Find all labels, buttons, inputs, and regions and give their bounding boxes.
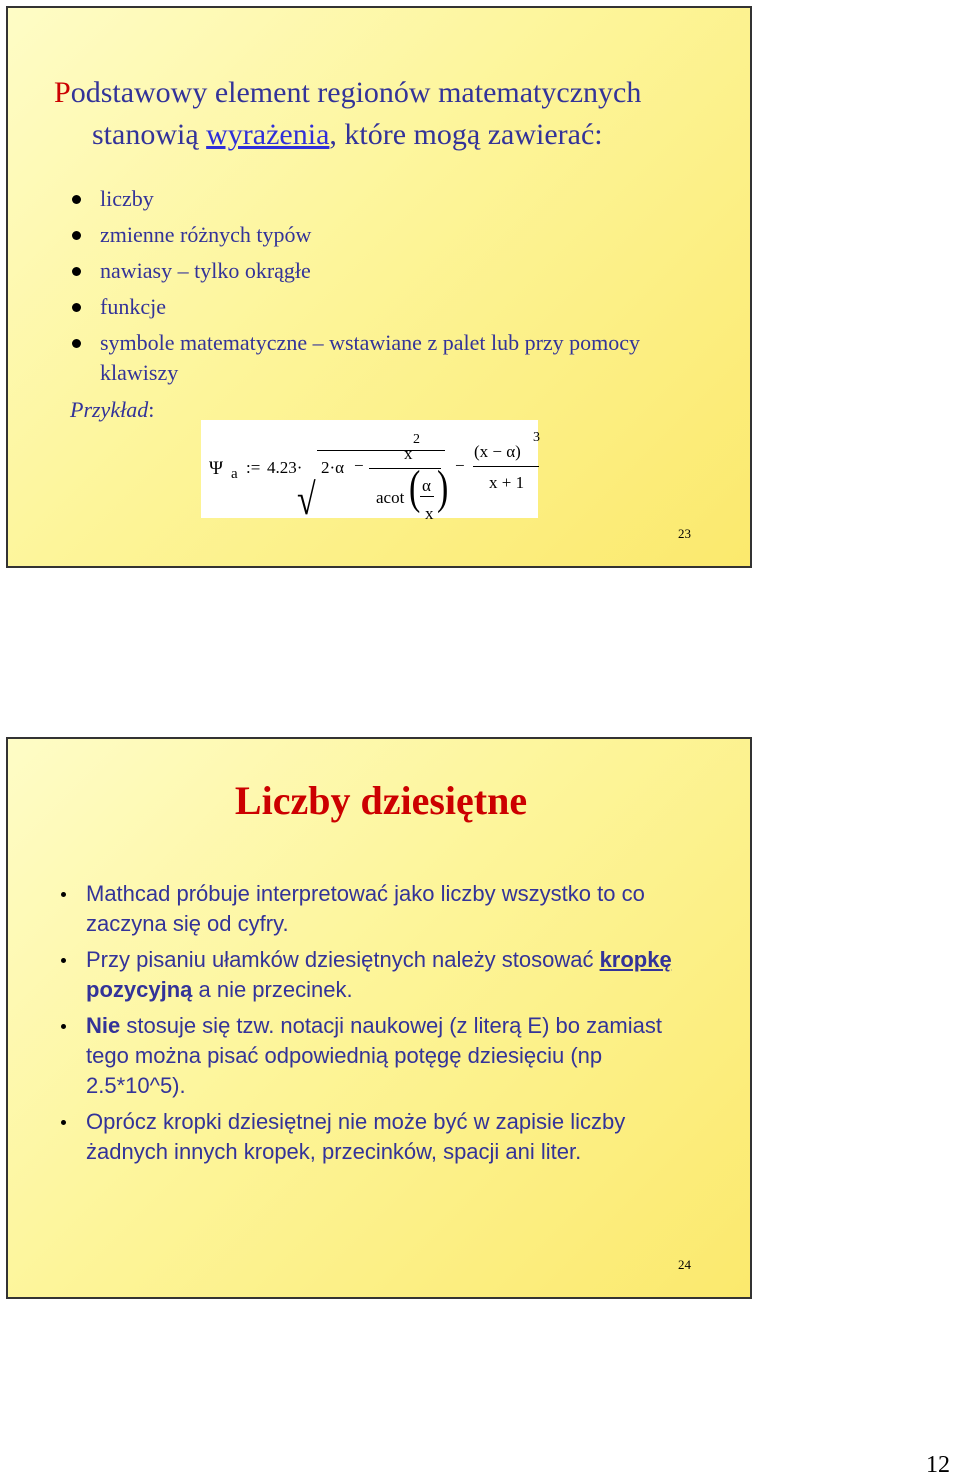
bullet-icon <box>72 231 81 240</box>
list-item: Mathcad próbuje interpretować jako liczby wszystko to co zaczyna się od cyfry. <box>58 879 698 939</box>
list-item: Przy pisaniu ułamków dziesiętnych należy stosować kropkę pozycyjną a nie przecinek. <box>58 945 698 1005</box>
decimal-rules-list <box>58 879 698 1173</box>
page-number: 23 <box>678 526 691 541</box>
document-page-number: 12 <box>926 1452 950 1478</box>
bullet-icon <box>72 339 81 348</box>
mathcad-formula[interactable]: Ψ a := 4.23· √ 2·α − x 2 acot ( ) α x − (x − α) 3 x + 1 <box>201 420 538 518</box>
slide-23 <box>6 6 752 568</box>
list-item: nawiasy – tylko okrągłe <box>68 256 688 286</box>
bullet-icon <box>61 1024 66 1029</box>
wyrazenia-link[interactable]: wyrażenia <box>206 118 330 151</box>
title-line2-start: stanowią <box>92 118 207 151</box>
list-item: Oprócz kropki dziesiętnej nie może być w zapisie liczby żadnych innych kropek, przecinków, spacji ani liter. <box>58 1107 698 1167</box>
slide-title: Liczby dziesiętne <box>234 778 528 823</box>
bullet-icon <box>61 1120 66 1125</box>
list-item: zmienne różnych typów <box>68 220 688 250</box>
title-first-letter: P <box>54 76 71 109</box>
list-item: Nie stosuje się tzw. notacji naukowej (z literą E) bo zamiast tego można pisać odpowiednią potęgę dziesięciu (np 2.5*10^5). <box>58 1011 698 1101</box>
bullet-icon <box>61 958 66 963</box>
example-label: Przykład: <box>70 397 155 422</box>
slide-24 <box>6 737 752 1299</box>
bullet-icon <box>61 892 66 897</box>
title-line2-end: , które mogą zawierać: <box>329 118 603 151</box>
page-number: 24 <box>678 1257 691 1272</box>
slide-title <box>54 72 734 156</box>
list-item: funkcje <box>68 292 688 322</box>
title-line1: odstawowy element regionów matematycznych <box>70 76 642 109</box>
list-item: liczby <box>68 184 688 214</box>
bullet-icon <box>72 267 81 276</box>
bullet-icon <box>72 303 81 312</box>
list-item: symbole matematyczne – wstawiane z palet lub przy pomocy klawiszy <box>68 328 688 388</box>
expression-elements-list <box>68 184 688 394</box>
bullet-icon <box>72 195 81 204</box>
